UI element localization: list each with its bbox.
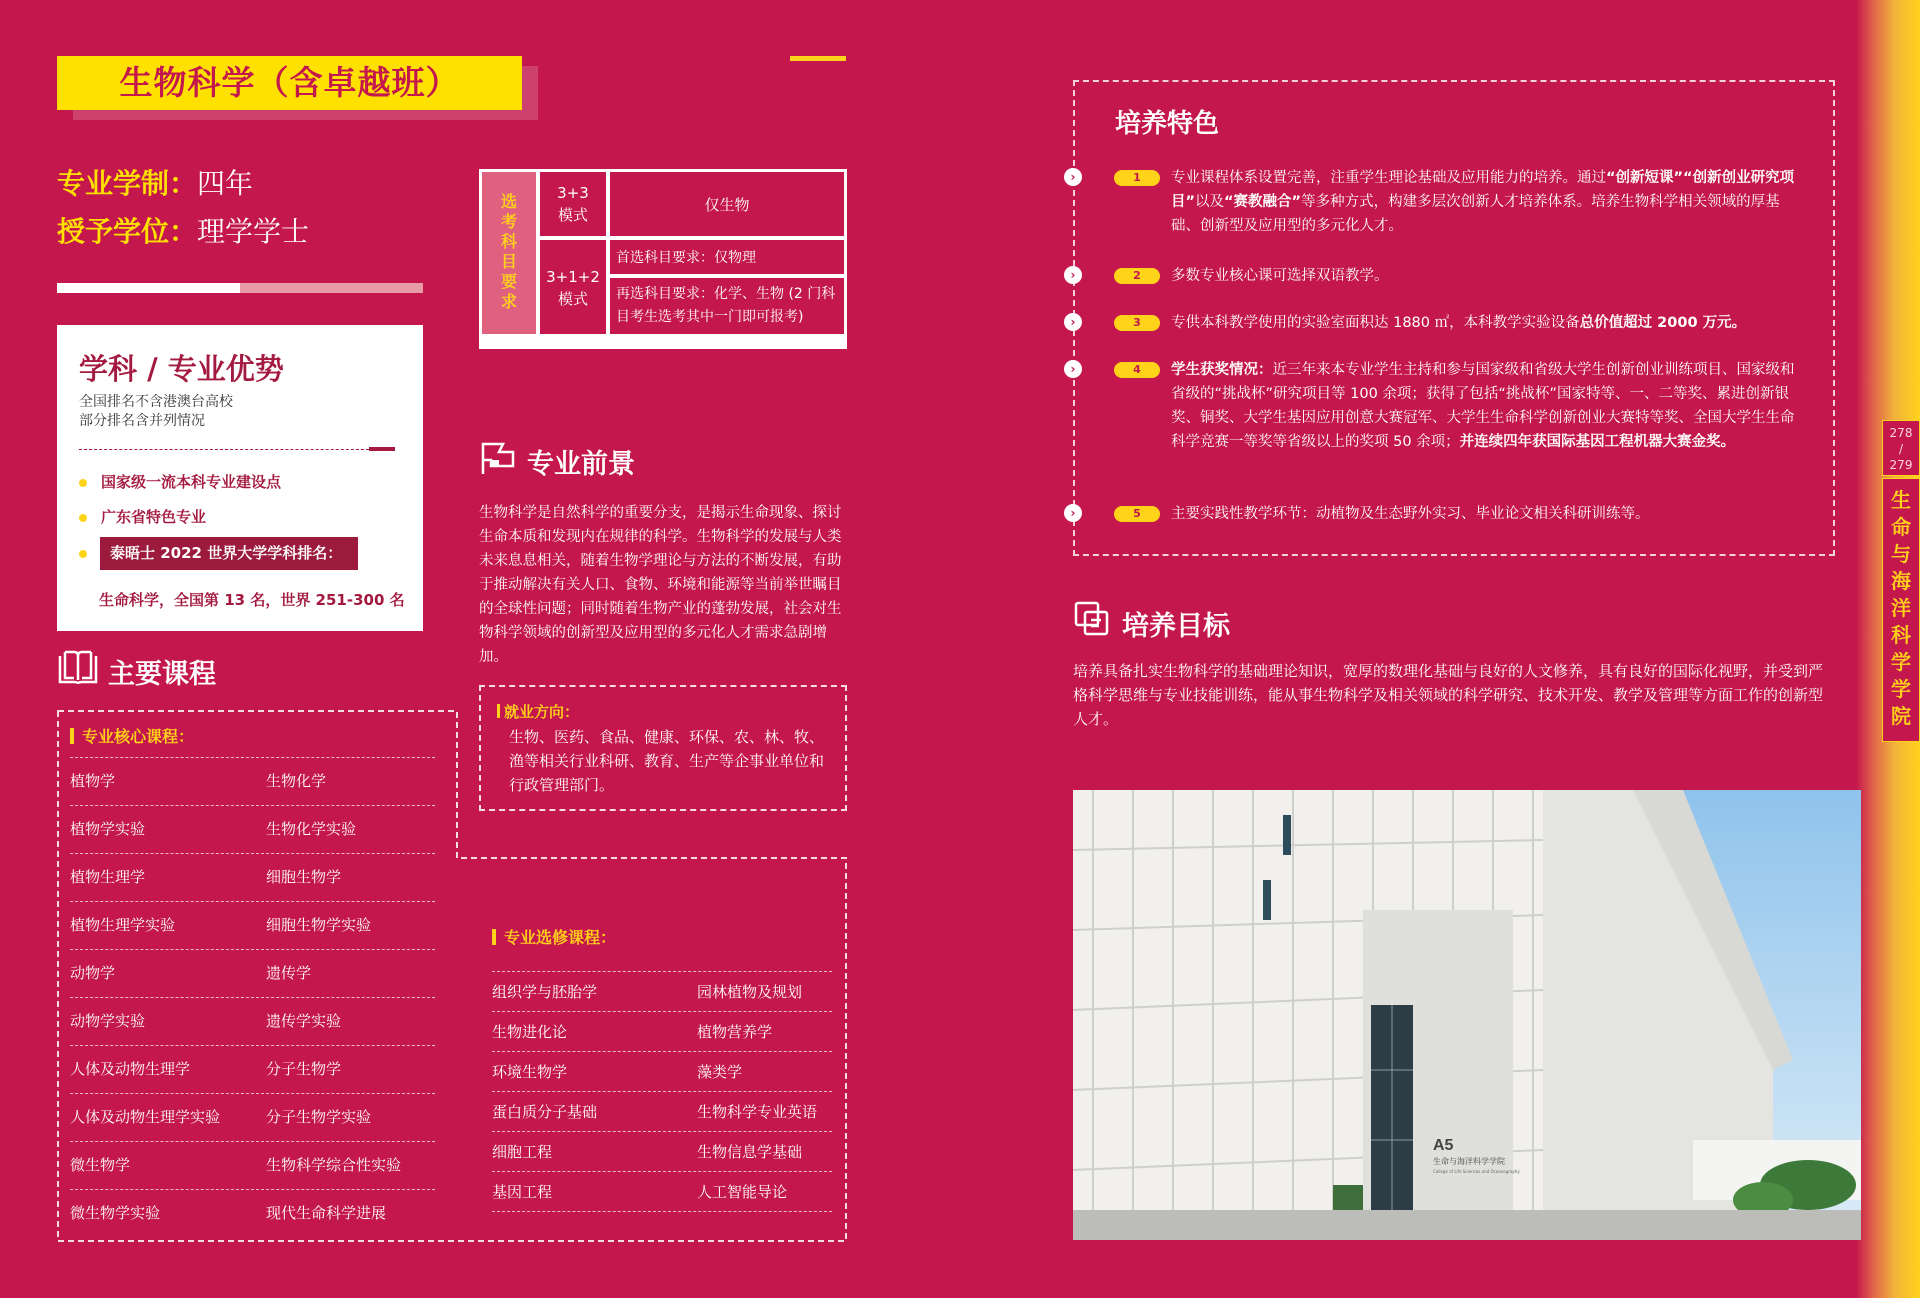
elective-course-name: 生物信息学基础 xyxy=(697,1143,803,1161)
core-course-name: 细胞生物学实验 xyxy=(266,916,372,934)
core-course-name: 分子生物学实验 xyxy=(266,1108,372,1126)
feature-number-badge: 4 xyxy=(1114,362,1160,378)
subject-label-char: 科 xyxy=(500,232,517,251)
duration-label: 专业学制： xyxy=(57,167,198,200)
core-course-name: 细胞生物学 xyxy=(266,868,342,886)
feature-text: 多数专业核心课可选择双语教学。 xyxy=(1171,268,1389,284)
courses-heading: 主要课程 xyxy=(108,659,216,690)
book-icon xyxy=(57,650,99,686)
course-divider xyxy=(70,1141,435,1142)
core-course-name: 植物学实验 xyxy=(70,820,146,838)
course-divider xyxy=(70,853,435,854)
chevron-right-icon: › xyxy=(1064,504,1082,522)
core-course-name: 微生物学实验 xyxy=(70,1204,161,1222)
core-course-name: 现代生命科学进展 xyxy=(266,1204,387,1222)
core-courses-label: 专业核心课程： xyxy=(70,724,194,747)
advantage-item xyxy=(79,506,206,527)
elective-course-name: 细胞工程 xyxy=(492,1143,553,1161)
core-course-name: 植物生理学 xyxy=(70,868,146,886)
features-heading: 培养特色 xyxy=(1115,109,1220,139)
elective-courses-label: 专业选修课程： xyxy=(492,925,616,948)
chevron-right-icon: › xyxy=(1064,313,1082,331)
side-college-label xyxy=(1882,478,1920,742)
bullet-dot-icon xyxy=(79,514,87,522)
course-divider xyxy=(492,1051,832,1052)
subject-label-char: 目 xyxy=(500,252,517,271)
course-divider xyxy=(70,1093,435,1094)
side-label-char: 科 xyxy=(1891,623,1911,647)
side-label-char: 学 xyxy=(1891,650,1911,674)
core-course-name: 生物化学 xyxy=(266,772,327,790)
degree-value: 理学学士 xyxy=(197,215,310,248)
side-label-char: 洋 xyxy=(1891,596,1911,620)
progress-fill xyxy=(57,283,240,293)
elective-course-name: 组织学与胚胎学 xyxy=(492,983,598,1001)
core-course-name: 植物生理学实验 xyxy=(70,916,176,934)
prospect-heading: 专业前景 xyxy=(527,449,635,480)
degree-label: 授予学位： xyxy=(57,215,198,248)
ranking-detail: 生命科学，全国第 13 名，世界 251-300 名 xyxy=(99,591,405,609)
mode-3-1-2-second-subject: 再选科目要求：化学、生物 (2 门科目考生选考其中一门即可报考) xyxy=(609,277,845,335)
course-divider xyxy=(70,805,435,806)
prospect-body: 生物科学是自然科学的重要分支，是揭示生命现象、探讨生命本质和发现内在规律的科学。生物科学的发展与人类未来息息相关，随着生物学理论与方法的不断发展，有助于推动解决有关人口、食物、环境和能源等当前举世瞩目的全球性问题；同时随着生物产业的蓬勃发展，社会对生物科学领域的创新型及应用型的多元化人才需求急剧增加。 xyxy=(479,505,842,665)
advantage-divider-mark xyxy=(369,447,395,451)
mode-3-3-requirement: 仅生物 xyxy=(609,171,845,237)
mode-3-1-2-cell: 3+1+2 模式 xyxy=(539,239,607,335)
duration-value: 四年 xyxy=(197,167,254,200)
course-divider xyxy=(492,971,832,972)
career-label: 就业方向： xyxy=(497,701,579,722)
page-title: 生物科学（含卓越班） xyxy=(57,56,522,110)
course-divider xyxy=(492,1211,832,1212)
feature-text: 学生获奖情况：近三年来本专业学生主持和参与国家级和省级大学生创新创业训练项目、国家级和省级的“挑战杯”研究项目等 100 余项；获得了包括“挑战杯”国家特等、一、二等奖、累进创新银奖、铜奖、大学生基因应用创意大赛冠军、大学生生命科学创新创业大赛特等奖、全国大学生生命科学竞赛一等奖等省级以上的奖项 50 余项；并连续四年获国际基因工程机器大赛金奖。 xyxy=(1171,362,1795,450)
building-sign-en: College of Life Sciences and Oceanography xyxy=(1433,1169,1520,1174)
feature-text: 主要实践性教学环节：动植物及生态野外实习、毕业论文相关科研训练等。 xyxy=(1171,506,1650,522)
subject-label-char: 求 xyxy=(500,292,517,311)
bullet-dot-icon xyxy=(79,479,87,487)
duration-line xyxy=(57,162,253,202)
page-number-separator: / xyxy=(1898,442,1904,456)
ranking-label: 泰晤士 2022 世界大学学科排名： xyxy=(100,537,358,570)
core-course-name: 生物科学综合性实验 xyxy=(266,1156,402,1174)
course-divider xyxy=(492,1131,832,1132)
side-label-char: 生 xyxy=(1891,488,1911,512)
course-divider xyxy=(70,757,435,758)
core-course-name: 遗传学 xyxy=(266,964,312,982)
feature-number-badge: 1 xyxy=(1114,170,1160,186)
goal-heading: 培养目标 xyxy=(1122,611,1230,642)
course-divider xyxy=(492,1171,832,1172)
course-divider xyxy=(70,997,435,998)
core-course-name: 生物化学实验 xyxy=(266,820,357,838)
elective-course-name: 人工智能导论 xyxy=(697,1183,788,1201)
courses-outline xyxy=(57,710,847,1242)
chevron-right-icon: › xyxy=(1064,360,1082,378)
chevron-right-icon: › xyxy=(1064,168,1082,186)
course-divider xyxy=(70,1045,435,1046)
course-divider xyxy=(492,1011,832,1012)
flag-icon xyxy=(479,440,517,476)
goal-body: 培养具备扎实生物科学的基础理论知识，宽厚的数理化基础与良好的人文修养，具有良好的国际化视野，并受到严格科学思维与专业技能训练，能从事生物科学及相关领域的科学研究、技术开发、教学及管理等方面工作的创新型人才。 xyxy=(1073,662,1824,728)
elective-course-name: 植物营养学 xyxy=(697,1023,773,1041)
core-course-name: 遗传学实验 xyxy=(266,1012,342,1030)
advantage-divider xyxy=(79,449,379,450)
side-label-char: 命 xyxy=(1891,515,1911,539)
page-number-bottom: 279 xyxy=(1889,458,1913,472)
elective-course-name: 生物进化论 xyxy=(492,1023,568,1041)
advantage-item-text: 广东省特色专业 xyxy=(101,508,207,526)
mode-3-3-cell: 3+3 模式 xyxy=(539,171,607,237)
title-accent-bar xyxy=(790,56,846,61)
advantage-note-2: 部分排名含并列情况 xyxy=(79,413,205,429)
advantage-card xyxy=(57,325,423,631)
course-divider xyxy=(70,949,435,950)
elective-course-name: 生物科学专业英语 xyxy=(697,1103,818,1121)
course-divider xyxy=(70,901,435,902)
side-label-char: 海 xyxy=(1891,569,1911,593)
elective-course-name: 环境生物学 xyxy=(492,1063,568,1081)
core-course-name: 分子生物学 xyxy=(266,1060,342,1078)
advantage-item-text: 国家级一流本科专业建设点 xyxy=(101,473,282,491)
core-course-name: 动物学 xyxy=(70,964,116,982)
subject-label-char: 考 xyxy=(500,212,517,231)
elective-course-name: 藻类学 xyxy=(697,1063,743,1081)
building-sign-code: A5 xyxy=(1433,1137,1454,1154)
degree-line xyxy=(57,210,309,250)
feature-text: 专业课程体系设置完善，注重学生理论基础及应用能力的培养。通过“创新短课”“创新创业研究项目”以及“赛教融合”等多种方式，构建多层次创新人才培养体系。培养生物科学相关领域的厚基础、创新型及应用型的多元化人才。 xyxy=(1171,170,1795,234)
career-text: 生物、医药、食品、健康、环保、农、林、牧、渔等相关行业科研、教育、生产等企事业单位和行政管理部门。 xyxy=(509,728,825,794)
document-copy-icon xyxy=(1073,600,1111,638)
advantage-title: 学科 / 专业优势 xyxy=(79,352,284,386)
core-course-name: 植物学 xyxy=(70,772,116,790)
core-course-name: 人体及动物生理学 xyxy=(70,1060,191,1078)
course-divider xyxy=(70,1189,435,1190)
core-course-name: 动物学实验 xyxy=(70,1012,146,1030)
side-label-char: 与 xyxy=(1891,542,1911,566)
subject-requirement-table xyxy=(479,169,847,349)
mode-3-1-2-first-subject: 首选科目要求：仅物理 xyxy=(609,239,845,275)
elective-course-name: 蛋白质分子基础 xyxy=(492,1103,598,1121)
feature-number-badge: 2 xyxy=(1114,268,1160,284)
side-label-char: 院 xyxy=(1891,704,1911,728)
elective-course-name: 园林植物及规划 xyxy=(697,983,803,1001)
building-sign-cn: 生命与海洋科学学院 xyxy=(1433,1157,1505,1166)
elective-course-name: 基因工程 xyxy=(492,1183,553,1201)
advantage-item xyxy=(79,471,281,492)
bullet-dot-icon xyxy=(79,550,87,558)
subject-label-char: 要 xyxy=(500,272,517,291)
advantage-note-1: 全国排名不含港澳台高校 xyxy=(79,394,233,410)
subject-requirement-label xyxy=(481,171,537,335)
course-divider xyxy=(492,1091,832,1092)
feature-text: 专供本科教学使用的实验室面积达 1880 ㎡，本科教学实验设备总价值超过 2000 万元。 xyxy=(1171,315,1747,331)
core-course-name: 人体及动物生理学实验 xyxy=(70,1108,221,1126)
page-number-top: 278 xyxy=(1889,426,1913,440)
core-course-name: 微生物学 xyxy=(70,1156,131,1174)
feature-number-badge: 3 xyxy=(1114,315,1160,331)
feature-number-badge: 5 xyxy=(1114,506,1160,522)
subject-label-char: 选 xyxy=(500,192,517,211)
chevron-right-icon: › xyxy=(1064,266,1082,284)
page-number xyxy=(1882,420,1920,476)
side-label-char: 学 xyxy=(1891,677,1911,701)
campus-building-photo xyxy=(1073,790,1861,1240)
